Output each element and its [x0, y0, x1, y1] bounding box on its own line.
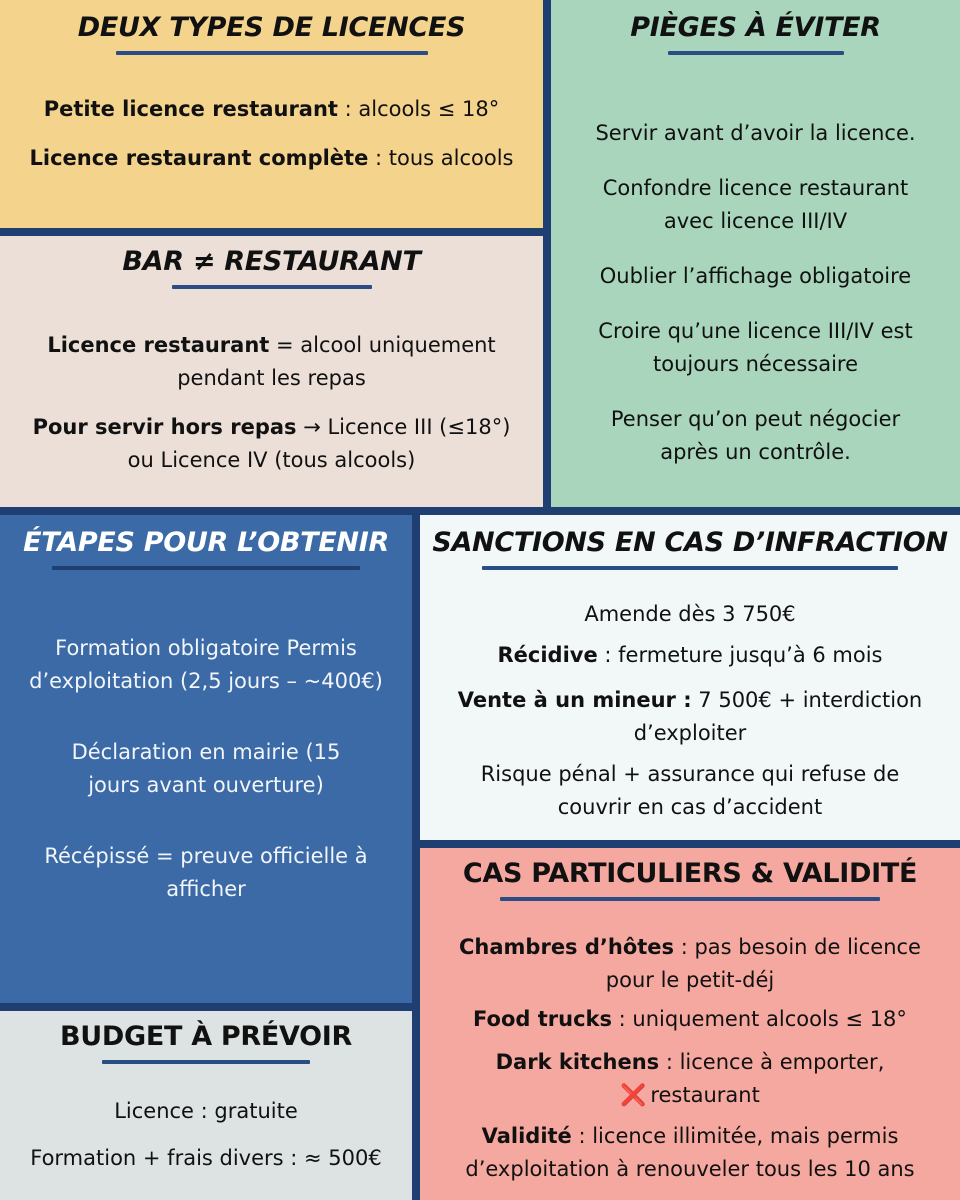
cross-mark-icon: ❌ — [620, 1083, 647, 1108]
title-underline — [102, 1060, 310, 1064]
item-label: Licence restaurant complète — [29, 146, 369, 171]
panel-pitfalls — [551, 0, 960, 507]
list-item: Récépissé = preuve officielle à afficher — [44, 844, 368, 902]
panel-title: PIÈGES À ÉVITER — [630, 12, 881, 43]
list-item — [434, 931, 946, 997]
title-underline — [482, 566, 898, 570]
item-label: Licence restaurant — [47, 333, 270, 358]
panel-title: DEUX TYPES DE LICENCES — [77, 12, 466, 43]
panel-body — [0, 329, 543, 477]
list-item — [440, 758, 940, 824]
panel-title: CAS PARTICULIERS & VALIDITÉ — [462, 858, 918, 889]
list-item: Croire qu’une licence III/IV est toujours nécessaire — [598, 319, 913, 377]
panel-title: BAR ≠ RESTAURANT — [122, 246, 421, 277]
list-item — [434, 1046, 946, 1112]
item-text: : licence illimitée, mais permis d’exploitation à renouveler tous les 10 ans — [465, 1124, 915, 1182]
panel-bar-vs-restaurant — [0, 236, 543, 507]
title-underline — [172, 285, 372, 289]
list-item — [30, 85, 514, 134]
item-text: : pas besoin de licence pour le petit-déj — [605, 935, 921, 993]
panel-license-types — [0, 0, 543, 228]
list-item: Déclaration en mairie (15 jours avant ouverture) — [71, 740, 341, 798]
panel-title: BUDGET À PRÉVOIR — [59, 1021, 353, 1052]
item-text: : uniquement alcools ≤ 18° — [612, 1007, 907, 1032]
list-item — [434, 1120, 946, 1186]
item-label: Petite licence restaurant — [43, 97, 338, 122]
panel-body — [0, 632, 412, 906]
title-underline — [116, 51, 428, 55]
item-label: Food trucks — [473, 1007, 612, 1032]
title-underline — [668, 51, 844, 55]
item-label: Pour servir hors repas — [32, 415, 297, 440]
item-text: restaurant — [650, 1083, 760, 1108]
list-item: Penser qu’on peut négocier après un contrôle. — [610, 407, 901, 465]
item-text: : fermeture jusqu’à 6 mois — [597, 643, 883, 668]
item-label: Dark kitchens — [495, 1050, 660, 1075]
list-item: Formation obligatoire Permis d’exploitation (2,5 jours – ~400€) — [29, 636, 383, 694]
item-label: Chambres d’hôtes — [459, 935, 675, 960]
list-item: Confondre licence restaurant avec licence III/IV — [602, 176, 909, 234]
list-item — [26, 411, 517, 477]
panel-body — [30, 85, 514, 183]
list-item: Servir avant d’avoir la licence. — [595, 121, 916, 146]
panel-sanctions — [420, 515, 960, 840]
panel-body — [30, 1088, 382, 1182]
item-text: : tous alcools — [368, 146, 514, 171]
item-text: : alcools ≤ 18° — [337, 97, 500, 122]
list-item: Formation + frais divers : ≈ 500€ — [30, 1146, 382, 1171]
item-text: Risque pénal + assurance qui refuse de couvrir en cas d’accident — [480, 762, 900, 820]
panel-title: ÉTAPES POUR L’OBTENIR — [23, 527, 389, 558]
item-label: Récidive — [497, 643, 598, 668]
item-text: = alcool uniquement pendant les repas — [177, 333, 496, 391]
panel-special-cases — [420, 848, 960, 1200]
item-text: → Licence III (≤18°) ou Licence IV (tous alcools) — [127, 415, 511, 473]
list-item — [26, 329, 517, 395]
panel-body — [420, 598, 960, 824]
item-label: Validité — [481, 1124, 572, 1149]
item-text: : licence à emporter, — [659, 1050, 885, 1075]
list-item — [434, 1003, 946, 1036]
panel-steps — [0, 515, 412, 1003]
item-label: Vente à un mineur : — [457, 688, 692, 713]
panel-body — [420, 931, 960, 1186]
item-text: Amende dès 3 750€ — [584, 602, 796, 627]
panel-title: SANCTIONS EN CAS D’INFRACTION — [432, 527, 948, 558]
panel-budget — [0, 1011, 412, 1200]
list-item — [440, 639, 940, 672]
list-item — [440, 598, 940, 631]
panel-body — [551, 117, 960, 469]
list-item — [30, 134, 514, 183]
item-text: 7 500€ + interdiction d’exploiter — [633, 688, 923, 746]
title-underline — [500, 897, 880, 901]
title-underline — [52, 566, 360, 570]
list-item: Licence : gratuite — [114, 1099, 298, 1124]
list-item: Oublier l’affichage obligatoire — [599, 264, 912, 289]
list-item — [440, 684, 940, 750]
